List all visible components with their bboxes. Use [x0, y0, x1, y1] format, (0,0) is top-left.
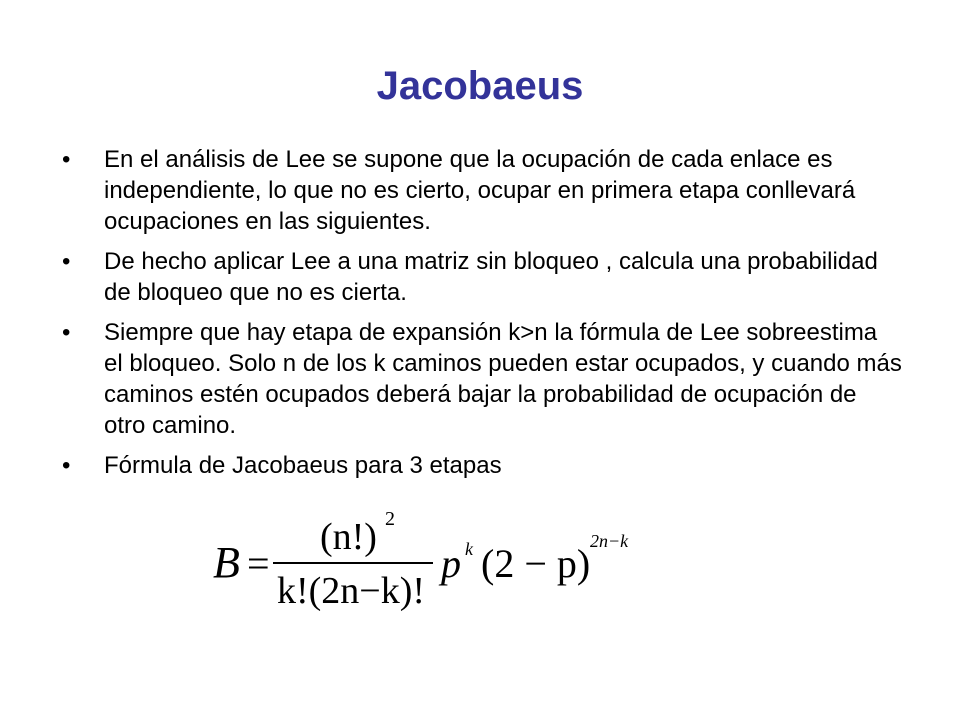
bullet-glyph: •: [62, 452, 71, 479]
formula-numerator-exponent: 2: [385, 508, 395, 530]
formula-denominator: k!(2n−k)!: [277, 570, 426, 612]
bullet-text: De hecho aplicar Lee a una matriz sin bloqueo , calcula una probabilidad de bloqueo que no es cierta.: [104, 248, 878, 306]
formula-paren-exponent: 2n−k: [590, 531, 629, 551]
bullet-glyph: •: [62, 146, 71, 173]
bullet-item: [62, 246, 902, 308]
bullet-item: [62, 144, 902, 237]
bullet-text: Siempre que hay etapa de expansión k>n la fórmula de Lee sobreestima el bloqueo. Solo n de los k caminos pueden estar ocupados, y cuando más caminos estén ocupados deberá bajar la probabilidad de ocupación de otro camino.: [104, 319, 902, 439]
formula-p-exponent: k: [465, 539, 473, 559]
formula-equals: =: [247, 541, 270, 586]
jacobaeus-formula: [205, 505, 645, 615]
bullet-item: [62, 450, 902, 481]
formula-numerator: (n!): [320, 516, 377, 558]
bullet-text: En el análisis de Lee se supone que la ocupación de cada enlace es independiente, lo que no es cierto, ocupar en primera etapa conllevará ocupaciones en las siguientes.: [104, 146, 856, 235]
formula-paren-term: (2 − p): [481, 541, 591, 586]
bullet-item: [62, 317, 902, 441]
bullet-text: Fórmula de Jacobaeus para 3 etapas: [104, 452, 502, 479]
formula-lhs: B: [213, 538, 240, 587]
bullet-list: [62, 144, 902, 490]
bullet-glyph: •: [62, 319, 71, 346]
bullet-glyph: •: [62, 248, 71, 275]
formula-p: p: [441, 541, 461, 586]
slide-title: Jacobaeus: [376, 64, 584, 108]
